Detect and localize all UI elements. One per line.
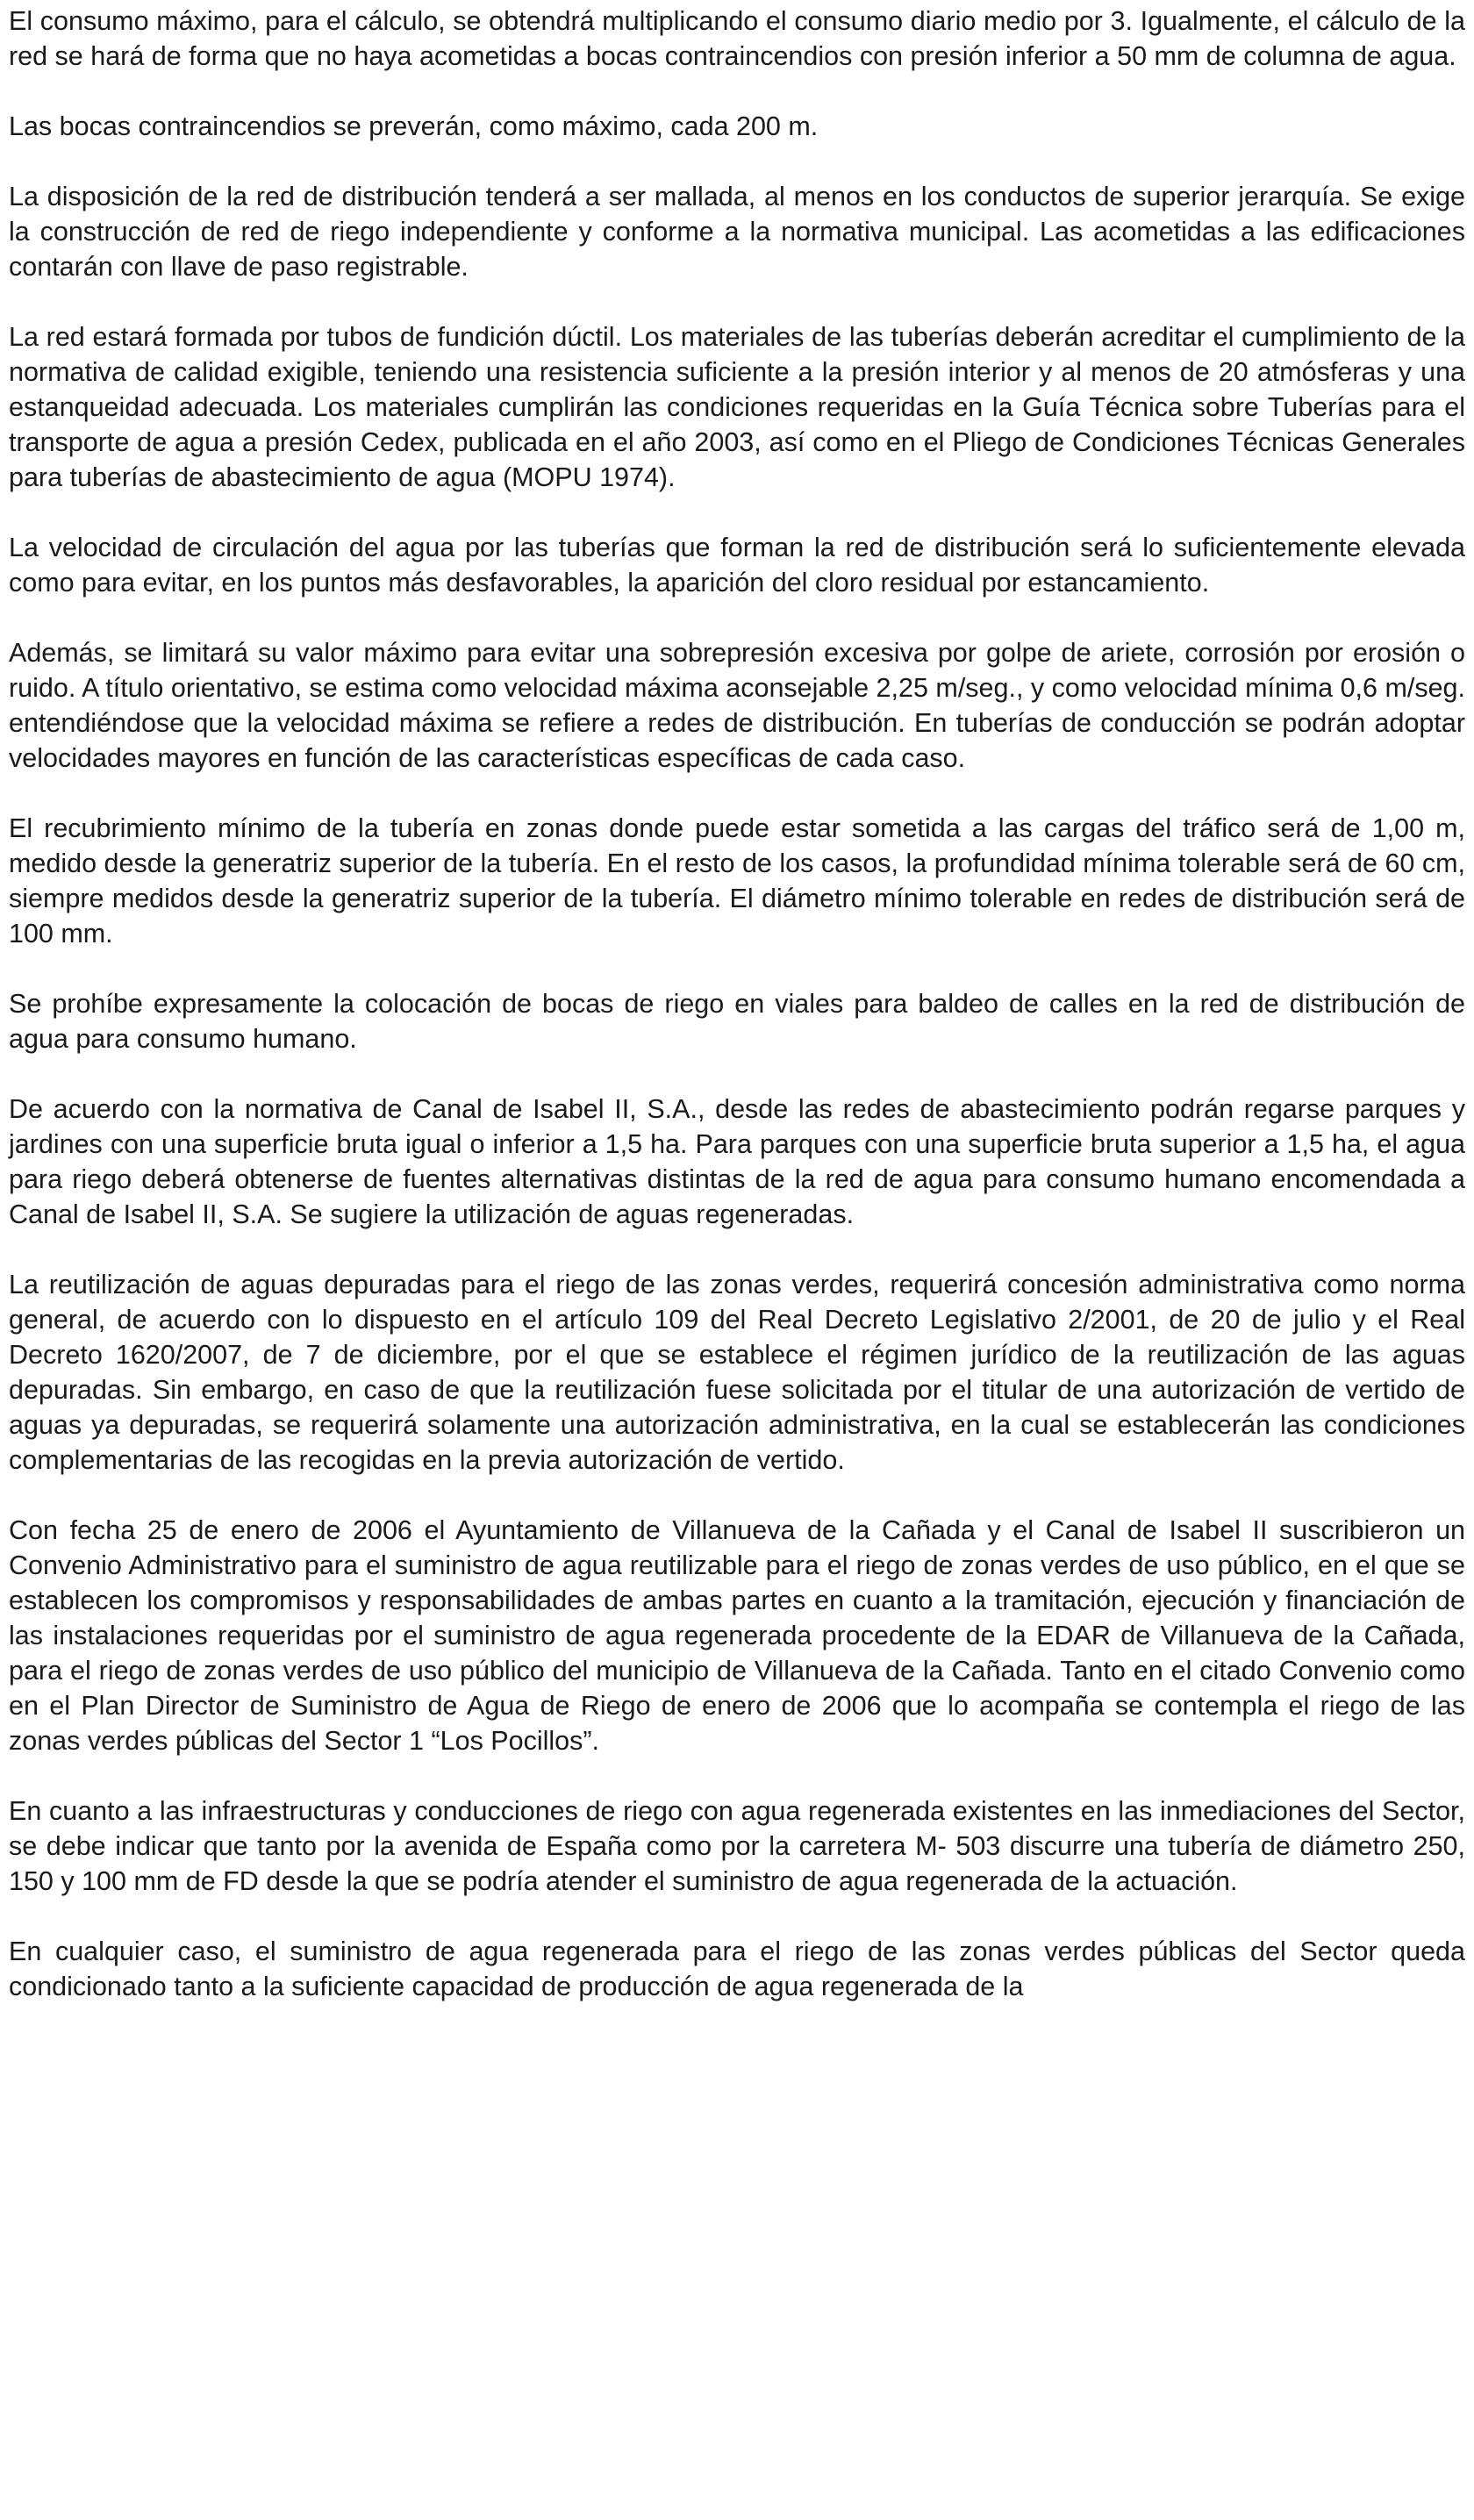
paragraph-reutilizacion-aguas: La reutilización de aguas depuradas para el riego de las zonas verdes, requerirá concesión administrativa como norma general, de acuerdo con lo dispuesto en el artículo 109 del Real Decreto Legislativo 2/2001, de 20 de julio y el Real Decreto 1620/2007, de 7 de diciembre, por el que se establece el régimen jurídico de la reutilización de las aguas depuradas. Sin embargo, en caso de que la reutilización fuese solicitada por el titular de una autorización de vertido de aguas ya depuradas, se requerirá solamente una autorización administrativa, en la cual se establecerán las condiciones complementarias de las recogidas en la previa autorización de vertido. [9, 1270, 1465, 1475]
paragraph-convenio-administrativo: Con fecha 25 de enero de 2006 el Ayuntamiento de Villanueva de la Cañada y el Canal de Isabel II suscribieron un Convenio Administrativo para el suministro de agua reutilizable para el riego de zonas verdes de uso público, en el que se establecen los compromisos y responsabilidades de ambas partes en cuanto a la tramitación, ejecución y financiación de las instalaciones requeridas por el suministro de agua regenerada procedente de la EDAR de Villanueva de la Cañada, para el riego de zonas verdes de uso público del municipio de Villanueva de la Cañada. Tanto en el citado Convenio como en el Plan Director de Suministro de Agua de Riego de enero de 2006 que lo acompaña se contempla el riego de las zonas verdes públicas del Sector 1 “Los Pocillos”. [9, 1515, 1465, 1756]
paragraph-bocas-contraincendios: Las bocas contraincendios se preverán, como máximo, cada 200 m. [9, 111, 819, 141]
paragraph-infraestructuras-riego: En cuanto a las infraestructuras y conducciones de riego con agua regenerada existentes en las inmediaciones del Sector, se debe indicar que tanto por la avenida de España como por la carretera M- 503 discurre una tubería de diámetro 250, 150 y 100 mm de FD desde la que se podría atender el suministro de agua regenerada de la actuación. [9, 1796, 1465, 1896]
paragraph-velocidad-circulacion: La velocidad de circulación del agua por las tuberías que forman la red de distribución será lo suficientemente elevada como para evitar, en los puntos más desfavorables, la aparición del cloro residual por estancamiento. [9, 533, 1465, 598]
paragraph-consumo-maximo: El consumo máximo, para el cálculo, se obtendrá multiplicando el consumo diario medio por 3. Igualmente, el cálculo de la red se hará de forma que no haya acometidas a bocas contraincendios con presión inferior a 50 mm de columna de agua. [9, 6, 1465, 71]
paragraph-suministro-condicionado: En cualquier caso, el suministro de agua regenerada para el riego de las zonas verdes públicas del Sector queda condicionado tanto a la suficiente capacidad de producción de agua regenerada de la [9, 1937, 1465, 2001]
paragraph-materiales-tuberias: La red estará formada por tubos de fundición dúctil. Los materiales de las tuberías deberán acreditar el cumplimiento de la normativa de calidad exigible, teniendo una resistencia suficiente a la presión interior y al menos de 20 atmósferas y una estanqueidad adecuada. Los materiales cumplirán las condiciones requeridas en la Guía Técnica sobre Tuberías para el transporte de agua a presión Cedex, publicada en el año 2003, así como en el Pliego de Condiciones Técnicas Generales para tuberías de abastecimiento de agua (MOPU 1974). [9, 322, 1465, 492]
paragraph-velocidad-maxima: Además, se limitará su valor máximo para evitar una sobrepresión excesiva por golpe de ariete, corrosión por erosión o ruido. A título orientativo, se estima como velocidad máxima aconsejable 2,25 m/seg., y como velocidad mínima 0,6 m/seg. entendiéndose que la velocidad máxima se refiere a redes de distribución. En tuberías de conducción se podrán adoptar velocidades mayores en función de las características específicas de cada caso. [9, 638, 1465, 773]
paragraph-normativa-canal: De acuerdo con la normativa de Canal de Isabel II, S.A., desde las redes de abastecimiento podrán regarse parques y jardines con una superficie bruta igual o inferior a 1,5 ha. Para parques con una superficie bruta superior a 1,5 ha, el agua para riego deberá obtenerse de fuentes alternativas distintas de la red de agua para consumo humano encomendada a Canal de Isabel II, S.A. Se sugiere la utilización de aguas regeneradas. [9, 1094, 1465, 1229]
paragraph-disposicion-red: La disposición de la red de distribución tenderá a ser mallada, al menos en los conductos de superior jerarquía. Se exige la construcción de red de riego independiente y conforme a la normativa municipal. Las acometidas a las edificaciones contarán con llave de paso registrable. [9, 182, 1465, 282]
paragraph-bocas-riego: Se prohíbe expresamente la colocación de bocas de riego en viales para baldeo de calles en la red de distribución de agua para consumo humano. [9, 989, 1465, 1054]
paragraph-recubrimiento-minimo: El recubrimiento mínimo de la tubería en zonas donde puede estar sometida a las cargas del tráfico será de 1,00 m, medido desde la generatriz superior de la tubería. En el resto de los casos, la profundidad mínima tolerable será de 60 cm, siempre medidos desde la generatriz superior de la tubería. El diámetro mínimo tolerable en redes de distribución será de 100 mm. [9, 813, 1465, 949]
